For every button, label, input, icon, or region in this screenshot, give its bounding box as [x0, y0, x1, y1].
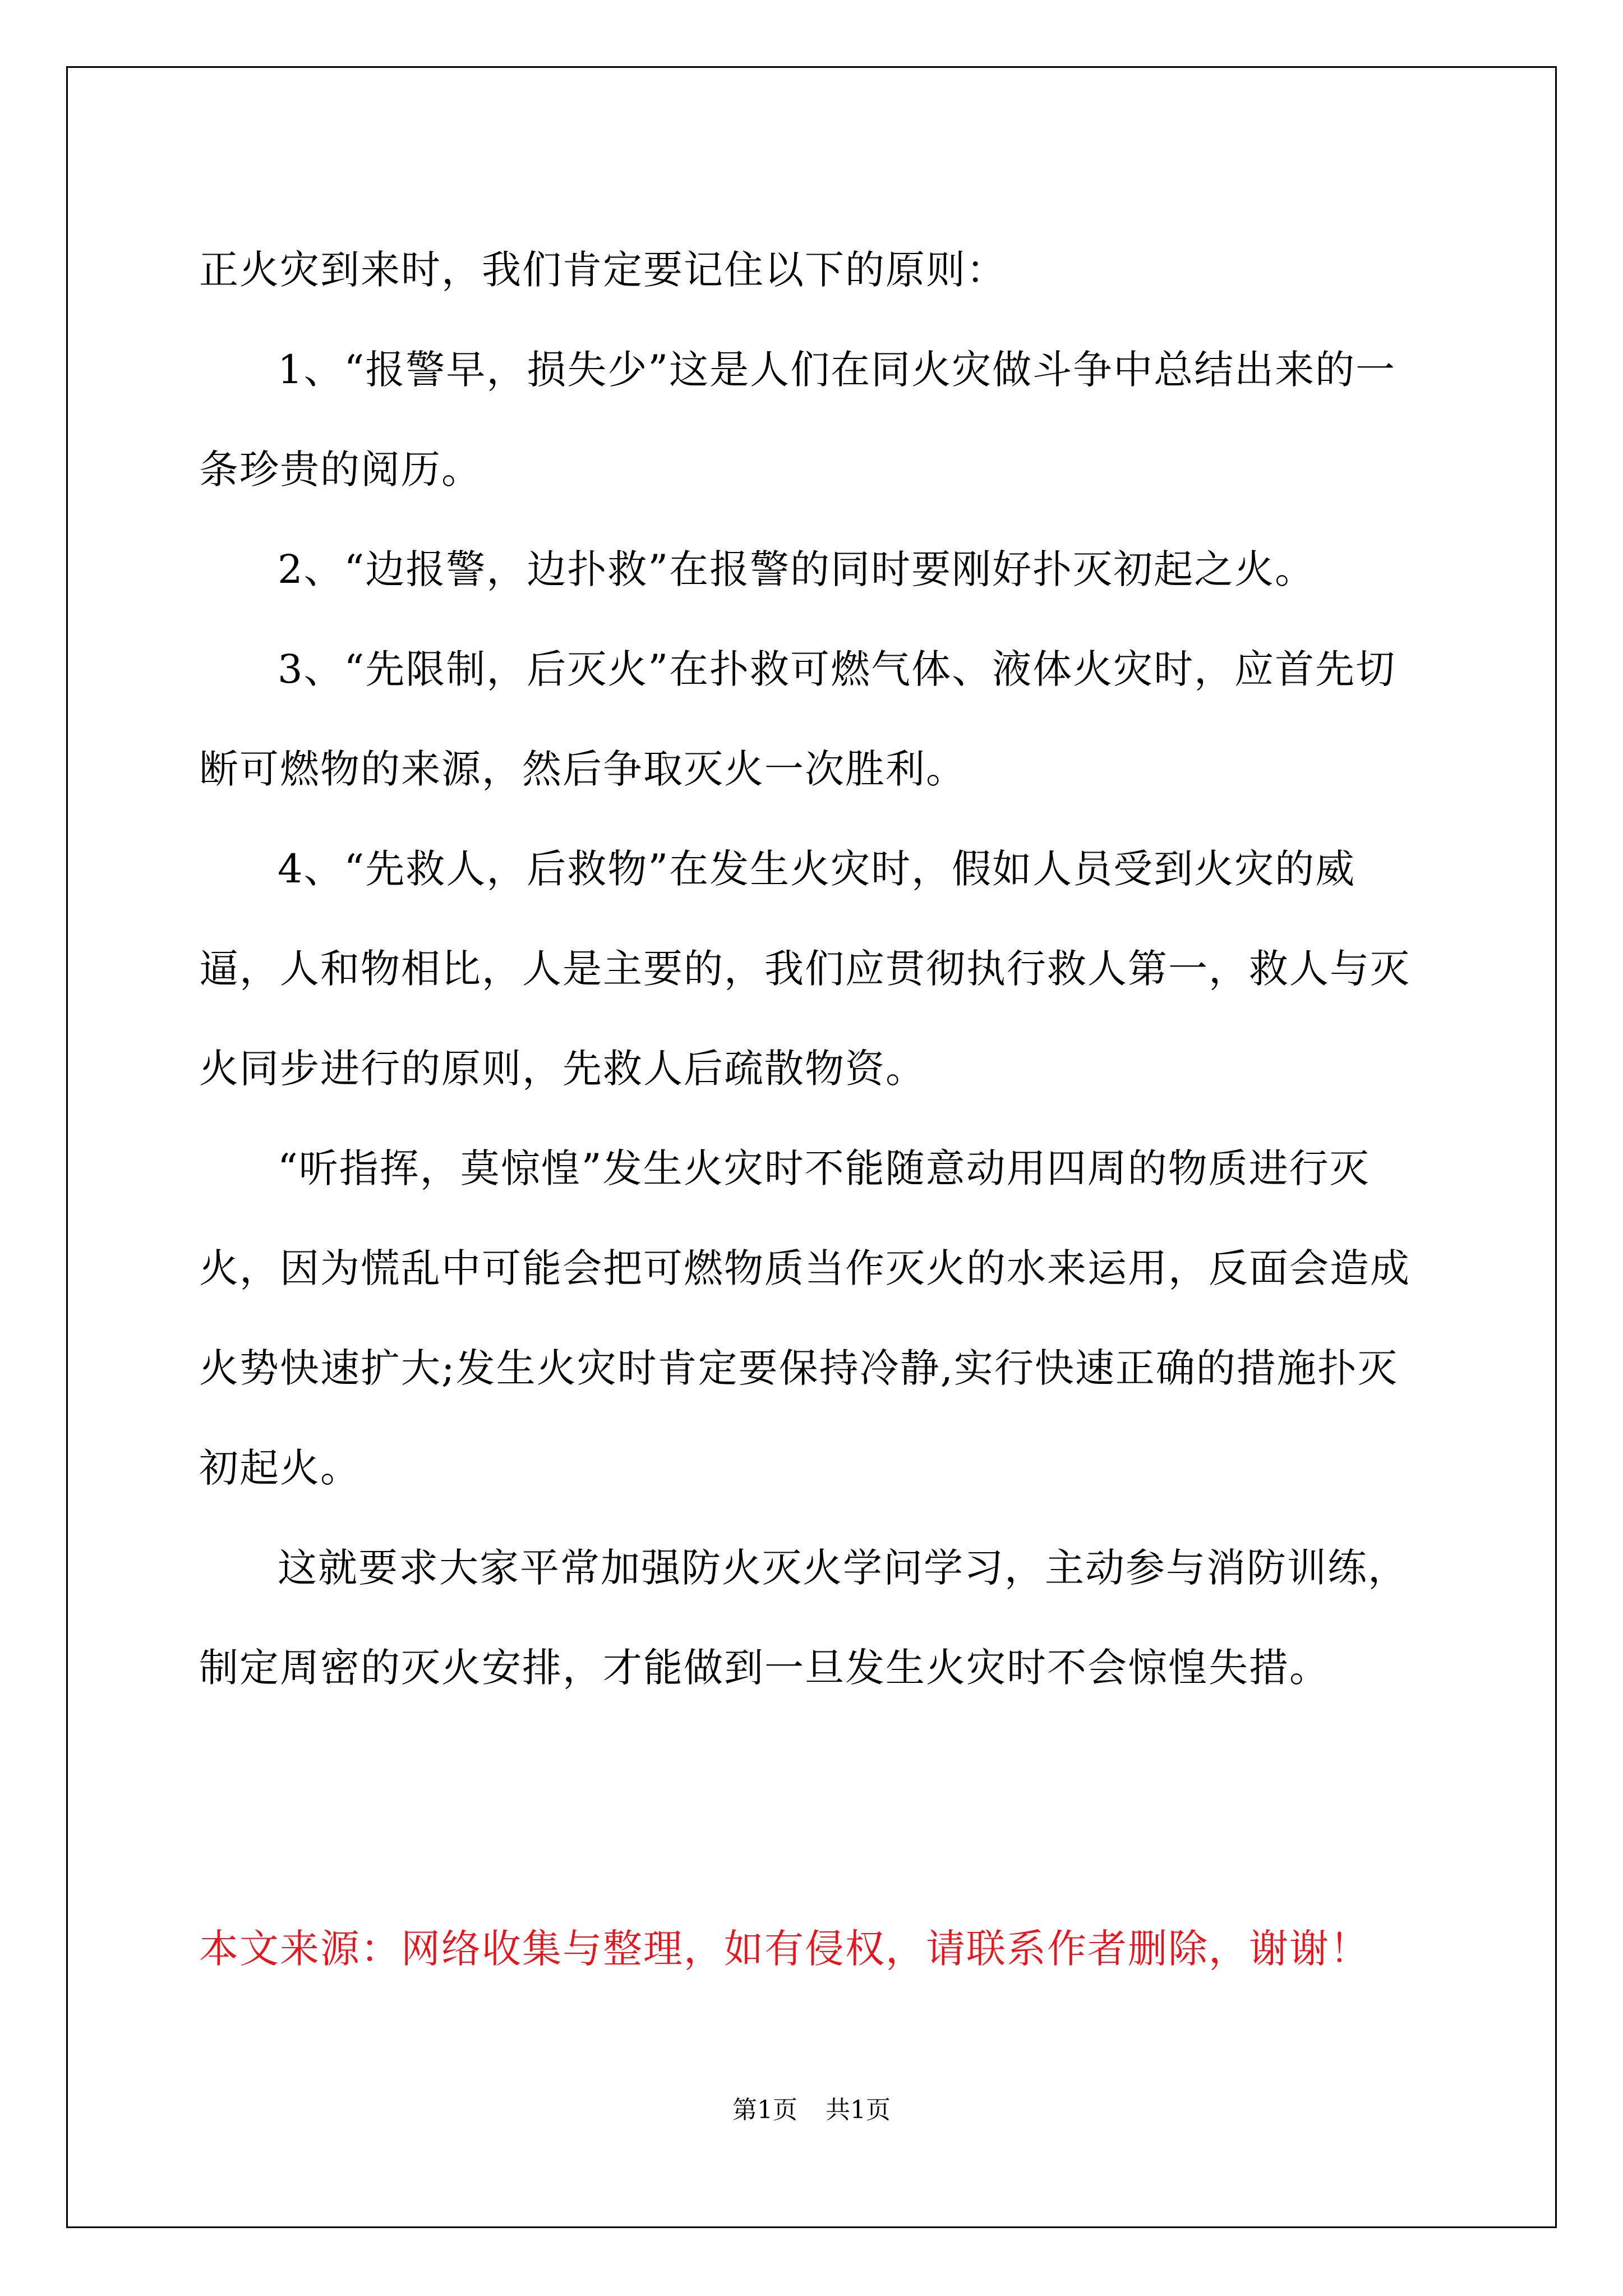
page-number: 第1页 — [732, 2096, 797, 2124]
document-body — [199, 220, 1433, 1718]
paragraph-principle-2: 2、“边报警，边扑救”在报警的同时要刚好扑灭初起之火。 — [278, 546, 1316, 592]
paragraph-conclusion: 这就要求大家平常加强防火灭火学问学习，主动参与消防训练，制定周密的灭火安排，才能做到一旦发生火灾时不会惊惶失措。 — [199, 1545, 1408, 1691]
page-footer — [0, 2093, 1623, 2127]
paragraph-principle-3: 3、“先限制，后灭火”在扑救可燃气体、液体火灾时，应首先切断可燃物的来源，然后争取灭火一次胜利。 — [199, 646, 1396, 792]
paragraph-principle-1: 1、“报警早，损失少”这是人们在同火灾做斗争中总结出来的一条珍贵的阅历。 — [199, 347, 1396, 493]
page-total: 共1页 — [826, 2096, 891, 2124]
source-note: 本文来源：网络收集与整理，如有侵权，请联系作者删除，谢谢！ — [199, 1926, 1370, 1972]
paragraph-principle-4: 4、“先救人，后救物”在发生火灾时，假如人员受到火灾的威逼，人和物相比，人是主要的，我们应贯彻执行救人第一，救人与灭火同步进行的原则，先救人后疏散物资。 — [199, 846, 1410, 1092]
paragraph-intro: 正火灾到来时，我们肯定要记住以下的原则： — [199, 247, 1007, 293]
paragraph-principle-5: “听指挥，莫惊惶”发生火灾时不能随意动用四周的物质进行灭火，因为慌乱中可能会把可燃物质当作灭火的水来运用，反面会造成火势快速扩大;发生火灾时肯定要保持冷静,实行快速正确的措施扑灭初起火。 — [199, 1145, 1410, 1491]
